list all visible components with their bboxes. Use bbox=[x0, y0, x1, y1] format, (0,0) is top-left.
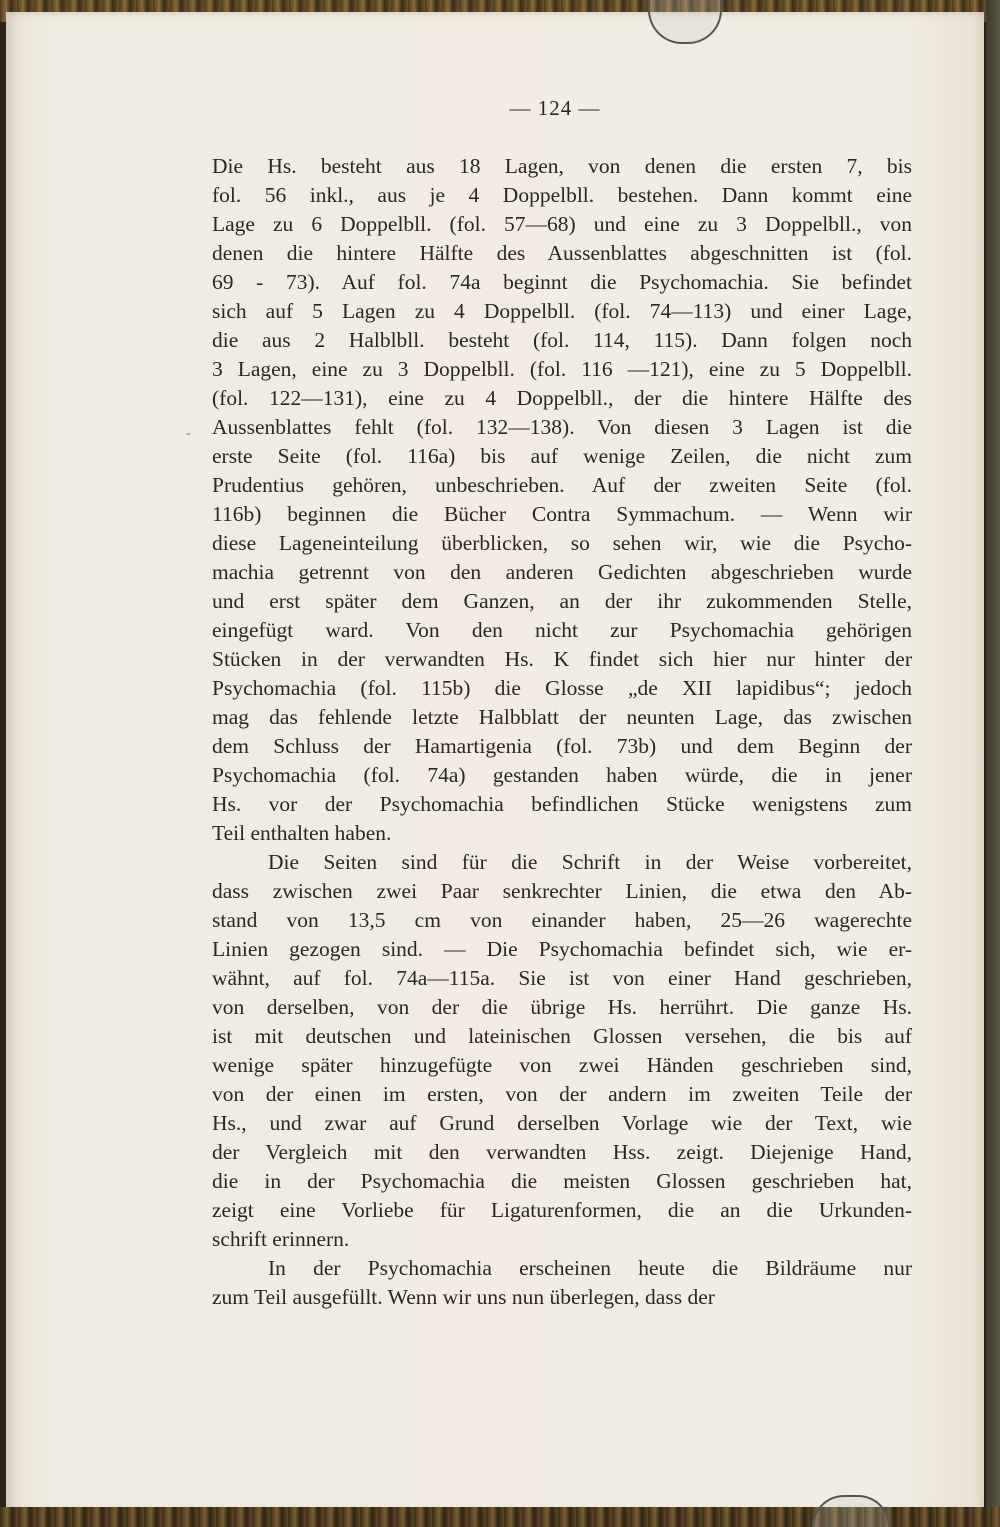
text-line: machia getrennt von den anderen Gedichten abgeschrieben wurde bbox=[212, 560, 912, 584]
text-line: Linien gezogen sind. — Die Psychomachia befindet sich, wie er- bbox=[212, 937, 912, 961]
text-line: wenige später hinzugefügte von zwei Händen geschrieben sind, bbox=[212, 1053, 912, 1077]
text-line: wähnt, auf fol. 74a—115a. Sie ist von einer Hand geschrieben, bbox=[212, 966, 912, 990]
text-line: Die Seiten sind für die Schrift in der Weise vorbereitet, bbox=[268, 850, 912, 874]
text-line: diese Lageneinteilung überblicken, so sehen wir, wie die Psycho- bbox=[212, 531, 912, 555]
text-line: von der einen im ersten, von der andern im zweiten Teile der bbox=[212, 1082, 912, 1106]
margin-mark: - bbox=[186, 426, 191, 441]
text-line: Prudentius gehören, unbeschrieben. Auf der zweiten Seite (fol. bbox=[212, 473, 912, 497]
text-line: 3 Lagen, eine zu 3 Doppelbll. (fol. 116 —121), eine zu 5 Doppelbll. bbox=[212, 357, 912, 381]
text-line: Psychomachia (fol. 74a) gestanden haben würde, die in jener bbox=[212, 763, 912, 787]
text-line: Hs. vor der Psychomachia befindlichen Stücke wenigstens zum bbox=[212, 792, 912, 816]
text-line: der Vergleich mit den verwandten Hss. zeigt. Diejenige Hand, bbox=[212, 1140, 912, 1164]
text-line: von derselben, von der die übrige Hs. herrührt. Die ganze Hs. bbox=[212, 995, 912, 1019]
text-line: Die Hs. besteht aus 18 Lagen, von denen die ersten 7, bis bbox=[212, 154, 912, 178]
text-line: dass zwischen zwei Paar senkrechter Linien, die etwa den Ab- bbox=[212, 879, 912, 903]
paragraph bbox=[212, 152, 912, 848]
text-line: ist mit deutschen und lateinischen Glossen versehen, die bis auf bbox=[212, 1024, 912, 1048]
paragraph bbox=[212, 1254, 912, 1312]
text-line: (fol. 122—131), eine zu 4 Doppelbll., der die hintere Hälfte des bbox=[212, 386, 912, 410]
body-text bbox=[212, 152, 912, 1312]
page-number: — 124 — bbox=[509, 96, 601, 120]
text-line: zum Teil ausgefüllt. Wenn wir uns nun überlegen, dass der bbox=[212, 1285, 715, 1309]
text-line: Psychomachia (fol. 115b) die Glosse „de XII lapidibus“; jedoch bbox=[212, 676, 912, 700]
text-line: Hs., und zwar auf Grund derselben Vorlage wie der Text, wie bbox=[212, 1111, 912, 1135]
text-line: Stücken in der verwandten Hs. K findet sich hier nur hinter der bbox=[212, 647, 912, 671]
text-line: die in der Psychomachia die meisten Glossen geschrieben hat, bbox=[212, 1169, 912, 1193]
text-line: mag das fehlende letzte Halbblatt der neunten Lage, das zwischen bbox=[212, 705, 912, 729]
text-line: In der Psychomachia erscheinen heute die Bildräume nur bbox=[268, 1256, 912, 1280]
text-line: fol. 56 inkl., aus je 4 Doppelbll. bestehen. Dann kommt eine bbox=[212, 183, 912, 207]
text-line: eingefügt ward. Von den nicht zur Psychomachia gehörigen bbox=[212, 618, 912, 642]
text-line: 69 - 73). Auf fol. 74a beginnt die Psychomachia. Sie befindet bbox=[212, 270, 912, 294]
text-line: Teil enthalten haben. bbox=[212, 821, 392, 845]
paragraph bbox=[212, 848, 912, 1254]
text-line: sich auf 5 Lagen zu 4 Doppelbll. (fol. 74—113) und einer Lage, bbox=[212, 299, 912, 323]
text-line: schrift erinnern. bbox=[212, 1227, 350, 1251]
text-line: die aus 2 Halblbll. besteht (fol. 114, 115). Dann folgen noch bbox=[212, 328, 912, 352]
text-line: Aussenblattes fehlt (fol. 132—138). Von diesen 3 Lagen ist die bbox=[212, 415, 912, 439]
text-line: 116b) beginnen die Bücher Contra Symmachum. — Wenn wir bbox=[212, 502, 912, 526]
book-cover-edge bbox=[986, 0, 1000, 1527]
text-line: dem Schluss der Hamartigenia (fol. 73b) und dem Beginn der bbox=[212, 734, 912, 758]
text-line: erste Seite (fol. 116a) bis auf wenige Zeilen, die nicht zum bbox=[212, 444, 912, 468]
text-line: Lage zu 6 Doppelbll. (fol. 57—68) und eine zu 3 Doppelbll., von bbox=[212, 212, 912, 236]
text-line: zeigt eine Vorliebe für Ligaturenformen, die an die Urkunden- bbox=[212, 1198, 912, 1222]
text-line: und erst später dem Ganzen, an der ihr zukommenden Stelle, bbox=[212, 589, 912, 613]
text-line: denen die hintere Hälfte des Aussenblattes abgeschnitten ist (fol. bbox=[212, 241, 912, 265]
text-line: stand von 13,5 cm von einander haben, 25—26 wagerechte bbox=[212, 908, 912, 932]
